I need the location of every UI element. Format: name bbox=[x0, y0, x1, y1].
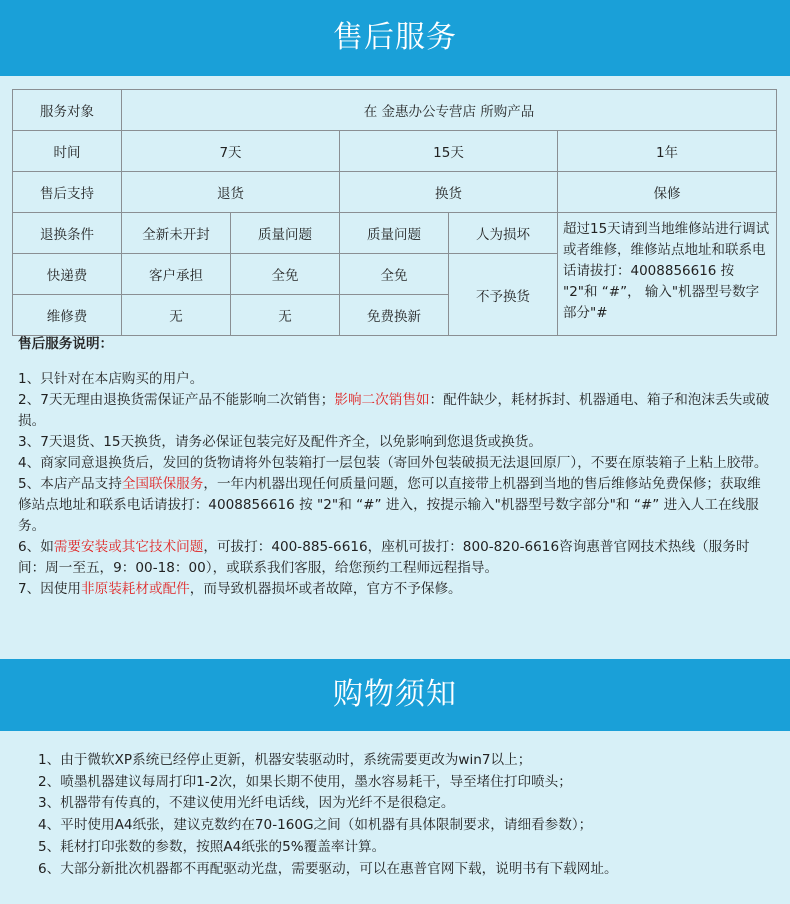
note-item: 2、7天无理由退换货需保证产品不能影响二次销售；影响二次销售如：配件缺少，耗材拆封、机器通电、箱子和泡沫丢失或破损。 bbox=[18, 392, 770, 429]
note-item: 5、本店产品支持全国联保服务，一年内机器出现任何质量问题，您可以直接带上机器到当地的售后维修站免费保修；获取维修站点地址和联系电话请拔打：4008856616 按 "2"和 “#” 进入，按提示输入"机器型号数字部分"和 “#” 进入人工在线服务。 bbox=[18, 476, 761, 534]
cell-time-7: 7天 bbox=[122, 131, 340, 172]
note-item: 6、如需要安装或其它技术问题，可拔打：400-885-6616，座机可拔打：800-820-6616咨询惠普官网技术热线（服务时间：周一至五，9：00-18：00），或联系我们客服，给您预约工程师远程指导。 bbox=[18, 539, 750, 576]
table-row-support bbox=[13, 172, 777, 213]
cell-ship-free-1: 全免 bbox=[231, 254, 340, 295]
cell-repair-none-2: 无 bbox=[231, 295, 340, 336]
shopping-item: 4、平时使用A4纸张，建议克数约在70-160G之间（如机器有具体限制要求，请细看参数）； bbox=[38, 817, 593, 834]
table-row-time bbox=[13, 131, 777, 172]
cell-support-return: 退货 bbox=[122, 172, 340, 213]
note-item: 7、因使用非原装耗材或配件，而导致机器损坏或者故障，官方不予保修。 bbox=[18, 581, 462, 597]
cell-shipping-label: 快递费 bbox=[13, 254, 122, 295]
note-item: 1、只针对在本店购买的用户。 bbox=[18, 371, 204, 387]
cell-cond-quality-1: 质量问题 bbox=[231, 213, 340, 254]
after-sales-title: 售后服务 bbox=[333, 20, 457, 55]
cell-object-value: 在 金惠办公专营店 所购产品 bbox=[122, 90, 777, 131]
shopping-notes bbox=[38, 750, 778, 880]
shopping-banner bbox=[0, 659, 790, 731]
shopping-item: 6、大部分新批次机器都不再配驱动光盘，需要驱动，可以在惠普官网下载，说明书有下载网址。 bbox=[38, 860, 618, 877]
shopping-item: 2、喷墨机器建议每周打印1-2次，如果长期不使用，墨水容易耗干，导至堵住打印喷头； bbox=[38, 773, 572, 790]
note-item: 3、7天退货、15天换货，请务必保证包装完好及配件齐全，以免影响到您退货或换货。 bbox=[18, 434, 542, 450]
cell-repair-label: 维修费 bbox=[13, 295, 122, 336]
cell-cond-quality-2: 质量问题 bbox=[340, 213, 449, 254]
cell-support-label: 售后支持 bbox=[13, 172, 122, 213]
shopping-section bbox=[0, 731, 790, 904]
cell-cond-human-damage: 人为损坏 bbox=[449, 213, 558, 254]
cell-no-exchange: 不予换货 bbox=[449, 254, 558, 336]
cell-support-warranty: 保修 bbox=[558, 172, 777, 213]
cell-repair-free-replace: 免费换新 bbox=[340, 295, 449, 336]
cell-ship-customer: 客户承担 bbox=[122, 254, 231, 295]
cell-conditions-label: 退换条件 bbox=[13, 213, 122, 254]
cell-time-15: 15天 bbox=[340, 131, 558, 172]
table-row-object bbox=[13, 90, 777, 131]
shopping-item: 3、机器带有传真的，不建议使用光纤电话线，因为光纤不是很稳定。 bbox=[38, 795, 455, 812]
after-sales-section bbox=[0, 76, 790, 659]
cell-ship-free-2: 全免 bbox=[340, 254, 449, 295]
service-table bbox=[12, 89, 777, 336]
note-item: 4、商家同意退换货后，发回的货物请将外包装箱打一层包装（寄回外包装破损无法退回原厂），不要在原装箱子上粘上胶带。 bbox=[18, 455, 768, 471]
shopping-item: 5、耗材打印张数的参数，按照A4纸张的5%覆盖率计算。 bbox=[38, 838, 386, 855]
cell-cond-unopened: 全新未开封 bbox=[122, 213, 231, 254]
after-sales-notes bbox=[18, 334, 774, 600]
shopping-item: 1、由于微软XP系统已经停止更新，机器安装驱动时，系统需要更改为win7以上； bbox=[38, 752, 532, 768]
cell-time-1y: 1年 bbox=[558, 131, 777, 172]
cell-repair-none-1: 无 bbox=[122, 295, 231, 336]
cell-time-label: 时间 bbox=[13, 131, 122, 172]
cell-object-label: 服务对象 bbox=[13, 90, 122, 131]
cell-warranty-note: 超过15天请到当地维修站进行调试或者维修，维修站点地址和联系电话请拔打：4008856616 按 "2"和 “#”， 输入"机器型号数字部分"# bbox=[558, 213, 777, 336]
after-sales-banner bbox=[0, 0, 790, 76]
notes-title: 售后服务说明： bbox=[18, 336, 114, 352]
cell-support-exchange: 换货 bbox=[340, 172, 558, 213]
shopping-title: 购物须知 bbox=[333, 677, 457, 712]
table-row-conditions bbox=[13, 213, 777, 254]
